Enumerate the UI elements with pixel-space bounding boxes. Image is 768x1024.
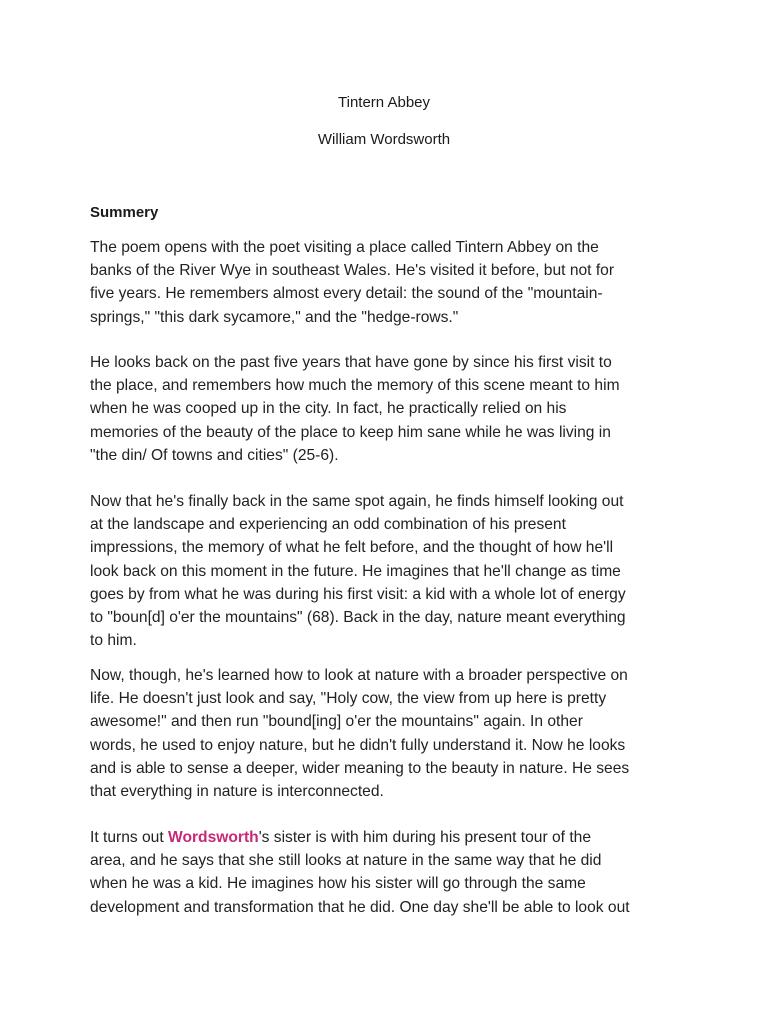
paragraph-line: and is able to sense a deeper, wider meaning to the beauty in nature. He sees [90, 759, 630, 777]
paragraph-2 [90, 351, 690, 467]
paragraph-line: when he was cooped up in the city. In fact, he practically relied on his [90, 400, 567, 418]
paragraph-1 [90, 236, 690, 329]
paragraph-line: to him. [90, 632, 137, 650]
section-heading: Summery [90, 204, 159, 221]
paragraph-line: awesome!" and then run "bound[ing] o'er the mountains" again. In other [90, 713, 583, 731]
line-suffix: 's sister is with him during his present tour of the [258, 829, 592, 846]
paragraph-line: the place, and remembers how much the memory of this scene meant to him [90, 377, 620, 395]
paragraph-line: life. He doesn't just look and say, "Holy cow, the view from up here is pretty [90, 690, 607, 708]
paragraph-line: The poem opens with the poet visiting a place called Tintern Abbey on the [90, 239, 599, 256]
paragraph-4 [90, 664, 690, 803]
paragraph-line: goes by from what he was during his first visit: a kid with a whole lot of energy [90, 585, 626, 603]
paragraph-line: Now that he's finally back in the same spot again, he finds himself looking out [90, 493, 624, 510]
paragraph-line: banks of the River Wye in southeast Wales. He's visited it before, but not for [90, 262, 615, 280]
paragraph-line: at the landscape and experiencing an odd combination of his present [90, 516, 566, 534]
paragraph-line: memories of the beauty of the place to keep him sane while he was living in [90, 423, 611, 441]
paragraph-line: springs," "this dark sycamore," and the "hedge-rows." [90, 308, 459, 326]
document-title: Tintern Abbey [338, 94, 430, 111]
paragraph-line: development and transformation that he did. One day she'll be able to look out [90, 898, 630, 916]
paragraph-first-line [90, 826, 690, 849]
document-author: William Wordsworth [317, 131, 451, 148]
paragraph-line: words, he used to enjoy nature, but he didn't fully understand it. Now he looks [90, 736, 626, 754]
paragraph-line: "the din/ Of towns and cities" (25-6). [90, 446, 339, 464]
paragraph-5 [90, 826, 690, 919]
line-prefix: It turns out [90, 829, 169, 846]
paragraph-line: five years. He remembers almost every detail: the sound of the "mountain- [90, 285, 603, 303]
wordsworth-link[interactable]: Wordsworth [168, 829, 259, 846]
paragraph-line: that everything in nature is interconnected. [90, 783, 384, 801]
paragraph-line: He looks back on the past five years that have gone by since his first visit to [90, 354, 612, 371]
paragraph-line: look back on this moment in the future. He imagines that he'll change as time [90, 562, 621, 580]
paragraph-line: Now, though, he's learned how to look at nature with a broader perspective on [90, 667, 628, 684]
paragraph-line: area, and he says that she still looks at nature in the same way that he did [90, 852, 602, 870]
paragraph-line: when he was a kid. He imagines how his sister will go through the same [90, 875, 586, 893]
paragraph-line: to "boun[d] o'er the mountains" (68). Back in the day, nature meant everything [90, 609, 626, 627]
paragraph-3 [90, 490, 690, 652]
paragraph-line: impressions, the memory of what he felt before, and the thought of how he'll [90, 539, 614, 557]
